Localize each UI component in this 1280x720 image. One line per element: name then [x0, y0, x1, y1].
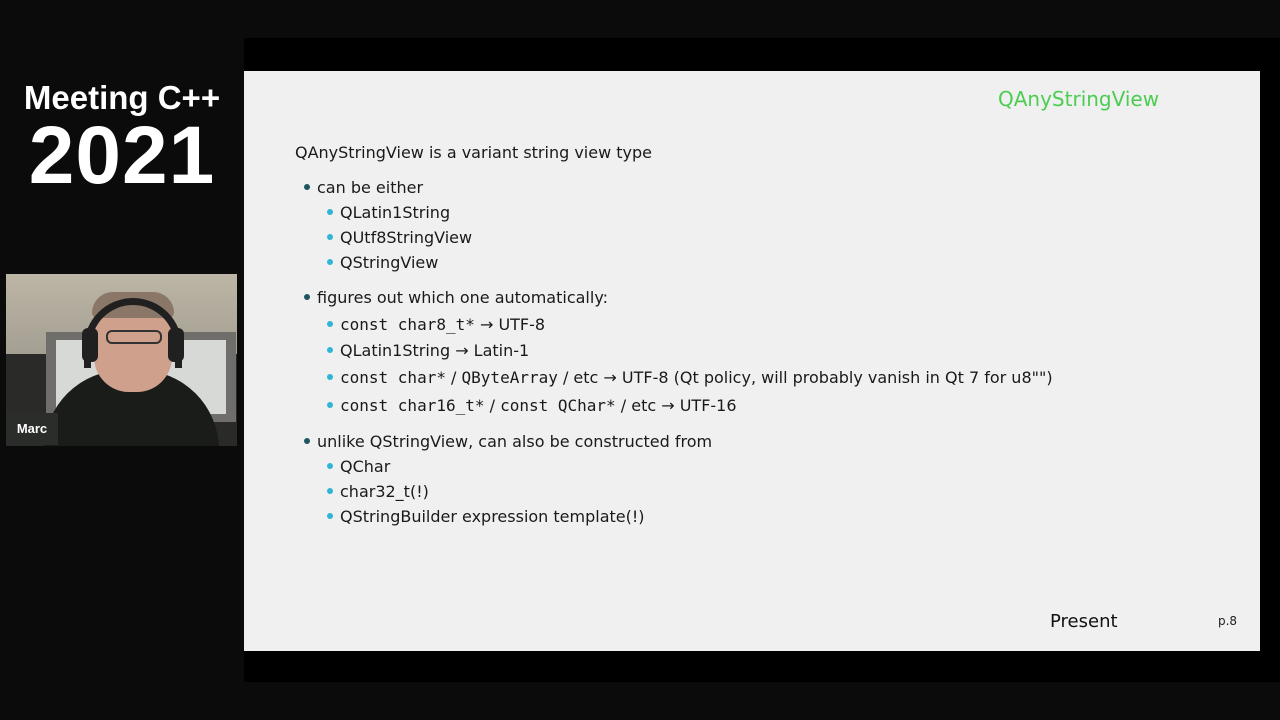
- conference-branding: [0, 78, 244, 201]
- bullet-unlike-qstringview: unlike QStringView, can also be constructed from: [317, 432, 713, 451]
- bullet-level2-marker: [327, 513, 333, 519]
- bullet-level2-marker: [327, 488, 333, 494]
- slide-title: QAnyStringView: [998, 87, 1160, 111]
- bullet-figures-out: figures out which one automatically:: [317, 288, 609, 307]
- bullet-level2-marker: [327, 209, 333, 215]
- bullet-level2-marker: [327, 234, 333, 240]
- bullet-level1-marker: [304, 294, 310, 300]
- bullet-level2-marker: [327, 321, 333, 327]
- bullet-level2-marker: [327, 463, 333, 469]
- bullet-level1-marker: [304, 438, 310, 444]
- list-item: const char8_t* → UTF-8: [340, 315, 546, 334]
- bullet-can-be-either: can be either: [317, 178, 424, 197]
- bullet-level2-marker: [327, 402, 333, 408]
- bullet-level1-marker: [304, 184, 310, 190]
- code-snippet: const QChar*: [500, 396, 616, 415]
- slide-intro-text: QAnyStringView is a variant string view type: [295, 143, 652, 162]
- bullet-level2-marker: [327, 347, 333, 353]
- bullet-level2-marker: [327, 259, 333, 265]
- list-item: const char16_t* / const QChar* / etc → UTF-16: [340, 396, 737, 415]
- bullet-level2-marker: [327, 374, 333, 380]
- list-item: QStringBuilder expression template(!): [340, 507, 645, 526]
- code-snippet: const char8_t*: [340, 315, 475, 334]
- code-snippet: QByteArray: [461, 368, 558, 387]
- conference-year: 2021: [28, 110, 216, 201]
- list-item: QChar: [340, 457, 391, 476]
- list-item: QLatin1String → Latin-1: [340, 341, 530, 360]
- code-snippet: const char*: [340, 368, 446, 387]
- slide-footer-label: Present: [1050, 611, 1118, 632]
- participant-name-label: Marc: [6, 413, 58, 445]
- conference-title: Meeting C++: [23, 79, 221, 116]
- list-item: QStringView: [340, 253, 439, 272]
- list-item: char32_t(!): [340, 482, 429, 501]
- list-item: const char* / QByteArray / etc → UTF-8 (Qt policy, will probably vanish in Qt 7 for u8""): [340, 368, 1053, 387]
- list-item: QUtf8StringView: [340, 228, 473, 247]
- code-snippet: const char16_t*: [340, 396, 485, 415]
- page-number: p.8: [1218, 614, 1238, 628]
- list-item: QLatin1String: [340, 203, 451, 222]
